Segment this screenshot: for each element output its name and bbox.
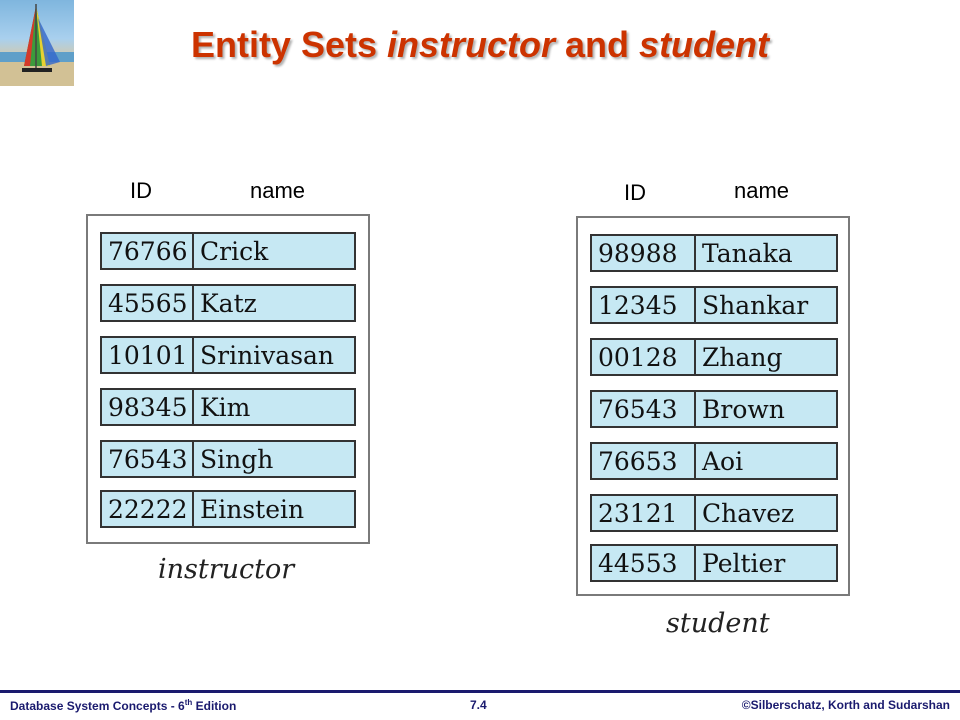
instructor-header-name: name — [250, 178, 306, 203]
table-row — [590, 390, 838, 428]
student-id-cell: 00128 — [592, 340, 696, 374]
instructor-table — [86, 214, 370, 544]
table-row — [100, 232, 356, 270]
table-row — [590, 338, 838, 376]
table-row — [100, 388, 356, 426]
student-name-cell: Peltier — [702, 548, 786, 578]
student-name-cell: Brown — [702, 394, 785, 424]
instructor-name-cell: Singh — [200, 444, 274, 474]
instructor-id-cell: 45565 — [102, 286, 194, 320]
footer-copyright: ©Silberschatz, Korth and Sudarshan — [741, 698, 950, 712]
table-row — [100, 284, 356, 322]
student-id-cell: 23121 — [592, 496, 696, 530]
footer-divider — [0, 690, 960, 693]
student-name-cell: Chavez — [702, 498, 795, 528]
table-row — [590, 234, 838, 272]
table-row — [100, 490, 356, 528]
instructor-caption: instructor — [158, 554, 295, 585]
instructor-name-cell: Kim — [200, 392, 251, 422]
instructor-id-cell: 76543 — [102, 442, 194, 476]
table-row — [590, 544, 838, 582]
student-name-cell: Shankar — [702, 290, 809, 320]
instructor-header-id: ID — [130, 178, 152, 203]
footer-page-number: 7.4 — [470, 698, 487, 712]
table-row — [100, 440, 356, 478]
student-name-cell: Zhang — [702, 342, 783, 372]
instructor-id-cell: 76766 — [102, 234, 194, 268]
instructor-id-cell: 22222 — [102, 492, 194, 526]
footer-book-sup: th — [184, 698, 193, 707]
student-id-cell: 12345 — [592, 288, 696, 322]
table-row — [590, 286, 838, 324]
footer-book-title — [10, 698, 236, 713]
footer-book-prefix: Database System Concepts - 6 — [10, 699, 185, 713]
student-table — [576, 216, 850, 596]
instructor-id-cell: 10101 — [102, 338, 194, 372]
student-id-cell: 98988 — [592, 236, 696, 270]
instructor-id-cell: 98345 — [102, 390, 194, 424]
student-id-cell: 76653 — [592, 444, 696, 478]
student-name-cell: Tanaka — [702, 238, 793, 268]
footer-book-suffix: Edition — [192, 699, 237, 713]
instructor-name-cell: Einstein — [200, 494, 305, 524]
instructor-name-cell: Srinivasan — [200, 340, 335, 370]
table-row — [100, 336, 356, 374]
title-prefix: Entity Sets — [190, 24, 388, 65]
slide-title — [0, 24, 960, 66]
student-id-cell: 44553 — [592, 546, 696, 580]
student-header-id: ID — [624, 180, 646, 205]
student-name-cell: Aoi — [702, 446, 744, 476]
table-row — [590, 494, 838, 532]
instructor-name-cell: Katz — [200, 288, 257, 318]
student-caption: student — [666, 608, 770, 639]
title-mid: and — [555, 24, 640, 65]
title-entity-student: student — [639, 24, 770, 65]
student-header-name: name — [734, 178, 790, 203]
table-row — [590, 442, 838, 480]
student-id-cell: 76543 — [592, 392, 696, 426]
instructor-name-cell: Crick — [200, 236, 269, 266]
title-entity-instructor: instructor — [387, 24, 556, 65]
